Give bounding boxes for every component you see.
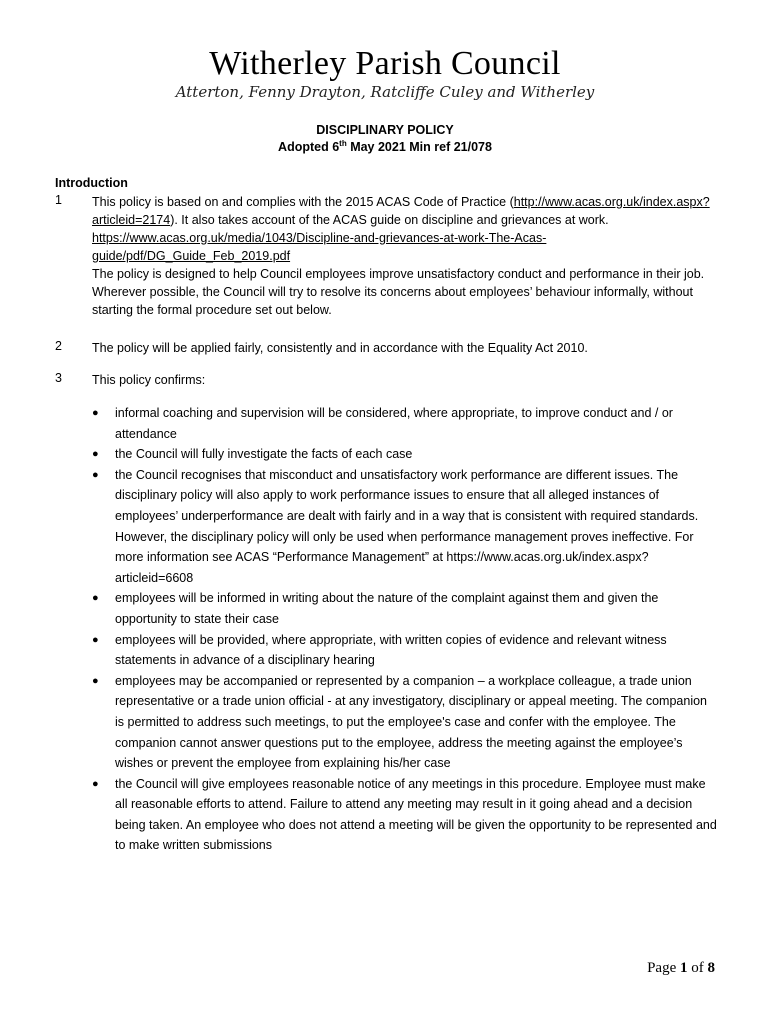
bullet-icon: ● <box>92 633 99 646</box>
adopted-superscript: th <box>339 138 347 148</box>
list-item <box>92 588 717 629</box>
policy-title: DISCIPLINARY POLICY <box>316 123 454 137</box>
acas-guide-link[interactable]: https://www.acas.org.uk/media/1043/Discipline-and-grievances-at-work-The-Acas-guide/pdf/DG_Guide_Feb_2019.pdf <box>92 231 547 263</box>
bullet-icon: ● <box>92 777 99 790</box>
bullet-icon: ● <box>92 592 99 605</box>
paragraph-number: 2 <box>55 339 62 353</box>
of-label: of <box>687 960 708 976</box>
paragraph-text-part: ). It also takes account of the ACAS guide on discipline and grievances at work. <box>170 213 609 227</box>
list-item <box>92 403 717 444</box>
paragraph-text: This policy confirms: <box>92 373 206 387</box>
list-item-text: the Council will give employees reasonable notice of any meetings in this procedure. Employee must make all reasonable efforts to attend. Failure to attend any meeting may result in it going ahead and a decision being taken. An employee who does not attend a meeting will be given the opportunity to be represented and to make written submissions <box>115 776 717 853</box>
paragraph-number: 1 <box>55 193 62 207</box>
paragraph-text-part: The policy is designed to help Council employees improve unsatisfactory conduct and performance in their job. Wherever possible, the Council will try to resolve its concerns about employees’ behaviour informally, without starting the formal procedure set out below. <box>92 267 705 317</box>
list-item-text: employees will be provided, where appropriate, with written copies of evidence and relevant witness statements in advance of a disciplinary hearing <box>115 632 667 668</box>
list-item-text: the Council recognises that misconduct and unsatisfactory work performance are different issues. The disciplinary policy will also apply to work performance issues to ensure that all alleged instances of employees’ underperformance are dealt with fairly and in a way that is consistent with required standards. However, the disciplinary policy will only be used when performance management proves ineffective. For more information see ACAS “Performance Management” at https://www.acas.org.uk/index.aspx?articleid=6608 <box>115 467 699 585</box>
list-item-text: employees may be accompanied or represented by a companion – a workplace colleague, a trade union representative or a trade union official - at any investigatory, disciplinary or appeal meeting. The companion is permitted to address such meetings, to put the employee's case and confer with the employee. The companion cannot answer questions put to the employee, address the meeting against the employee’s wishes or prevent the employee from explaining his/her case <box>115 673 707 771</box>
paragraph-text <box>92 193 722 319</box>
total-pages: 8 <box>707 960 715 976</box>
list-item <box>92 774 717 856</box>
list-item <box>92 444 717 465</box>
introduction-heading: Introduction <box>55 176 128 190</box>
paragraph-number: 3 <box>55 371 62 385</box>
bullet-icon: ● <box>92 448 99 461</box>
list-item <box>92 630 717 671</box>
bullet-icon: ● <box>92 468 99 481</box>
adopted-suffix: May 2021 Min ref 21/078 <box>346 140 492 154</box>
list-item <box>92 465 717 589</box>
list-item <box>92 671 717 774</box>
list-item-text: employees will be informed in writing about the nature of the complaint against them and given the opportunity to state their case <box>115 591 659 626</box>
bullet-icon: ● <box>92 407 99 419</box>
villages-subtitle: Atterton, Fenny Drayton, Ratcliffe Culey and Witherley <box>175 83 595 101</box>
current-page: 1 <box>680 960 688 976</box>
paragraph-text-part: This policy is based on and complies with the 2015 ACAS Code of Practice ( <box>92 195 514 209</box>
adopted-line <box>0 139 770 156</box>
acas-code-link[interactable]: http://www.acas.org.uk/index.aspx?articleid=2174 <box>92 195 710 227</box>
list-item-text: informal coaching and supervision will be considered, where appropriate, to improve conduct and / or attendance <box>115 406 673 441</box>
page-number <box>647 960 715 977</box>
list-item-text: the Council will fully investigate the facts of each case <box>115 447 413 462</box>
policy-confirms-list <box>92 403 717 856</box>
bullet-icon: ● <box>92 674 99 687</box>
council-name: Witherley Parish Council <box>209 45 561 82</box>
adopted-prefix: Adopted 6 <box>278 140 340 154</box>
paragraph-text: The policy will be applied fairly, consistently and in accordance with the Equality Act 2010. <box>92 341 588 355</box>
page-label: Page <box>647 960 680 976</box>
